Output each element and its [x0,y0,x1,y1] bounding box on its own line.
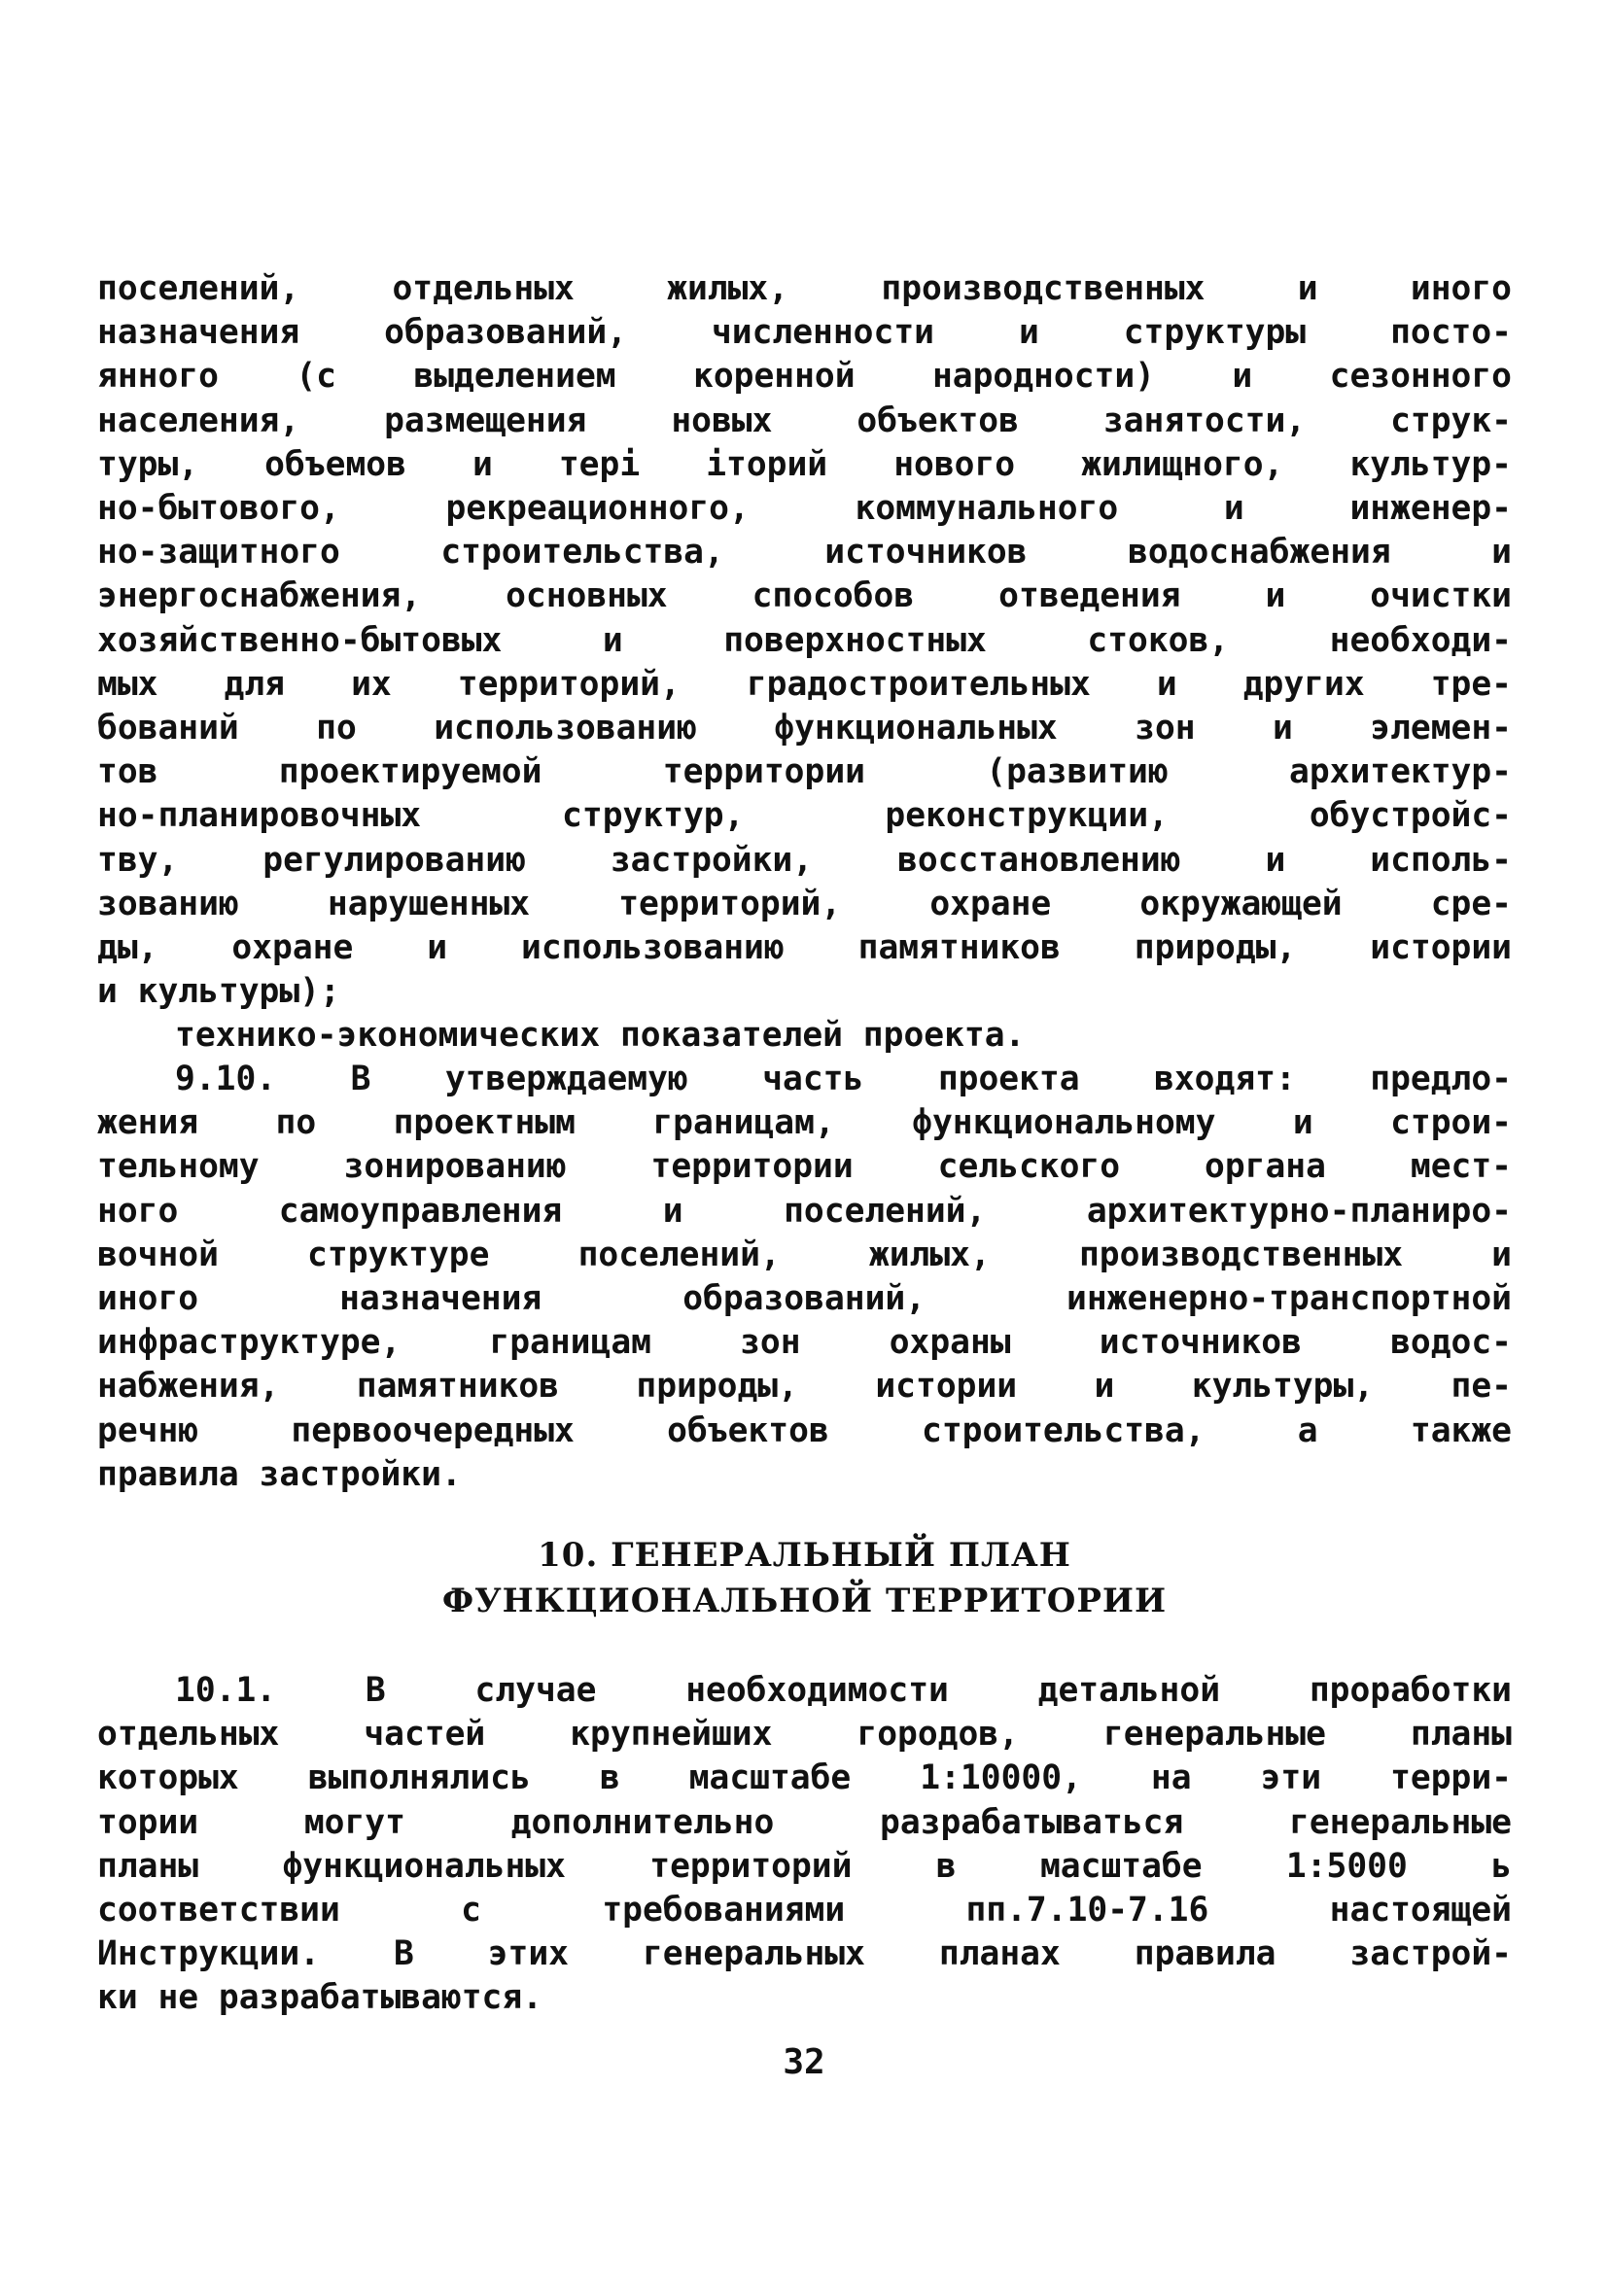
text-line: жения по проектным границам, функциональному и строи- [97,1103,1512,1143]
text-line: зованию нарушенных территорий, охране окружающей сре- [97,884,1512,923]
paragraph-10-1 [97,1669,1512,2021]
text-line: мых для их территорий, градостроительных и других тре- [97,664,1512,704]
text-line: ки не разрабатываются. [97,1978,542,2018]
text-line: населения, размещения новых объектов занятости, струк- [97,400,1512,440]
page-number: 32 [783,2042,825,2082]
text-line: бований по использованию функциональных зон и элемен- [97,709,1512,748]
text-line: вочной структуре поселений, жилых, производственных и [97,1235,1512,1274]
text-line: но-бытового, рекреационного, коммунального и инженер- [97,489,1512,529]
text-line: хозяйственно-бытовых и поверхностных стоков, необходи- [97,620,1512,660]
text-line: тельному зонированию территории сельского органа мест- [97,1147,1512,1187]
paragraph-9-10 [97,1058,1512,1497]
text-line: тву, регулированию застройки, восстановлению и исполь- [97,840,1512,880]
text-line: Инструкции. В этих генеральных планах правила застрой- [97,1934,1512,1974]
text-line: правила застройки. [97,1454,462,1494]
text-line: которых выполнялись в масштабе 1:10000, на эти терри- [97,1758,1512,1798]
text-line: иного назначения образований, инженерно-транспортной [97,1279,1512,1319]
text-line: но-планировочных структур, реконструкции, обустройс- [97,796,1512,836]
text-line: набжения, памятников природы, истории и культуры, пе- [97,1367,1512,1407]
text-line: отдельных частей крупнейших городов, генеральные планы [97,1715,1512,1755]
text-line: ды, охране и использованию памятников природы, истории [97,928,1512,968]
text-line: соответствии с требованиями пп.7.10-7.16 настоящей [97,1891,1512,1931]
text-line: технико-экономических показателей проекта. [175,1016,1026,1055]
text-line: назначения образований, численности и структуры посто- [97,313,1512,353]
text-line: и культуры); [97,972,340,1012]
section-heading-line-1: 10. ГЕНЕРАЛЬНЫЙ ПЛАН [538,1536,1071,1575]
text-line: 9.10. В утверждаемую часть проекта входят: предло- [175,1060,1512,1098]
text-line: но-защитного строительства, источников водоснабжения и [97,533,1512,573]
text-line: янного (с выделением коренной народности) и сезонного [97,357,1512,397]
section-heading [97,1533,1512,1624]
text-line: тов проектируемой территории (развитию архитектур- [97,752,1512,792]
text-line: поселений, отдельных жилых, производственных и иного [97,269,1512,308]
text-line: планы функциональных территорий в масштабе 1:5000 ь [97,1846,1512,1886]
section-heading-line-2: ФУНКЦИОНАЛЬНОЙ ТЕРРИТОРИИ [441,1582,1168,1620]
text-line: туры, объемов и терi iторий нового жилищного, культур- [97,444,1512,484]
paragraph-continuation [97,267,1512,1014]
text-line: 10.1. В случае необходимости детальной проработки [175,1671,1512,1710]
text-line: ного самоуправления и поселений, архитектурно-планиро- [97,1191,1512,1231]
text-line: речню первоочередных объектов строительства, а также [97,1410,1512,1450]
text-line: энергоснабжения, основных способов отведения и очистки [97,576,1512,616]
text-line: инфраструктуре, границам зон охраны источников водос- [97,1323,1512,1363]
text-line: тории могут дополнительно разрабатываться генеральные [97,1802,1512,1842]
paragraph-technical-economic-indicators [97,1014,1512,1058]
